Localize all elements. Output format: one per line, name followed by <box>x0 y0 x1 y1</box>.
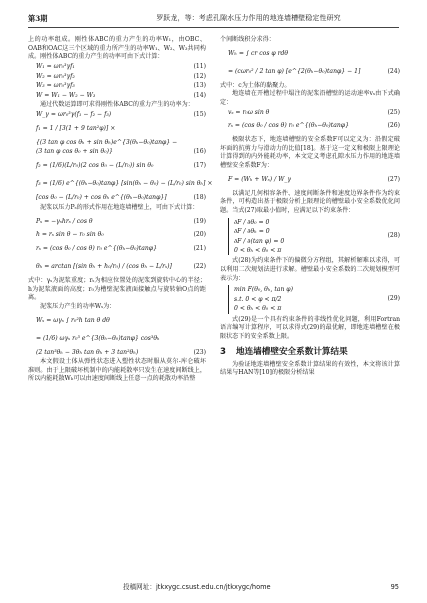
equation-number: (28) <box>387 232 400 240</box>
running-header <box>28 10 399 28</box>
equation-number: (29) <box>387 295 400 303</box>
paragraph: 以满足几何相容条件、速度间断条件和速度边界条件作为约束条件，可构造出基于极限分析上限理论的槽壁最小安全系数优化问题。当式(27)取最小值时，应满足以下约束条件： <box>220 189 400 215</box>
equation-21: rₛ = (cos θ₀ / cos θ) r₀ e^{(θₕ−θ₀)tanφ} (21) <box>36 245 206 253</box>
equation-23-line2: = (1/6) ωγₛ r₀³ e^{3(θₕ−θ₀)tanφ} cos³θₕ <box>36 334 160 342</box>
equation-18-line2: [cos θ₀ − (L/r₀) + cos θₕ e^{(θₕ−θ₀)tanφ}] (18) <box>36 194 206 202</box>
submission-url: 投稿网址：jtkxygc.csust.edu.cn/jtkxygc/home <box>123 583 271 591</box>
equation-17: f₂ = (1/6)(L/r₀)(2 cos θ₀ − (L/r₀)) sin θ₀ (17) <box>36 162 206 170</box>
paragraph: 泥浆压力产生的功率Wₛ为： <box>40 302 116 310</box>
issue-label: 第3期 <box>28 14 48 23</box>
paragraph: 地连墙在开槽过程中塌注的泥浆沿槽壁的运动速率vₛ由下式确定： <box>220 90 400 106</box>
constraint-line: ∂F / ∂θ₀ = 0 <box>234 218 270 226</box>
section-title: 地连墙槽壁安全系数计算结果 <box>235 346 348 357</box>
equation-26: rₛ = (cos θ₀ / cos θ) r₀ e^{(θₕ−θ₀)tanφ} (26) <box>228 122 400 130</box>
equation-16-line3: (3 tan φ cos θ₀ + sin θ₀)} (16) <box>36 148 206 156</box>
constraint-line: 0 < θₕ < θ₀ < π <box>234 247 282 254</box>
paragraph: 本文假设土体从弹性状态进入塑性状态时服从莫尔-库仑破坏准则。由于上限破坏机制中的内能耗散率只发生在速度间断线上，所以内能耗散Wₕ可以由速度间断线上任意一点的耗散功率沿整 <box>28 358 206 383</box>
equation-23-line1: Wₛ = ωγₛ ∫ r₀²h tan θ dθ <box>36 316 110 324</box>
equation-15: W_γ = ωr₀³γ(f₁ − f₂ − f₃) (15) <box>36 111 206 119</box>
page-footer <box>28 583 399 593</box>
equation-11: W₁ = ωr₀³γf₁ (11) <box>36 62 206 70</box>
equation-16-line2: {(3 tan φ cos θₕ + sin θₕ)e^{3(θₕ−θ₀)tanφ} − <box>36 138 178 146</box>
paragraph: 式(29)是一个具有约束条件的非线性优化问题，利用Fortran语言编写计算程序，可以求得式(29)的最优解，即地连墙槽壁在极限状态下的安全系数上限。 <box>220 315 400 340</box>
equation-12: W₂ = ωr₀³γf₂ (12) <box>36 72 206 80</box>
equation-28-system <box>220 218 400 256</box>
paragraph: 个间断线积分求得： <box>220 36 275 43</box>
right-column <box>220 36 400 378</box>
paragraph: 式中：γₛ为泥浆重度；rₛ为相应位置处的泥浆到旋转中心的半径；h为泥浆液面的高度；r₀为槽壁泥浆液面接触点与旋转轴O点的距离。 <box>28 276 206 302</box>
paragraph: 极限状态下，地连墙槽壁的安全系数F可以定义为：沿假定破坏面的抗剪力与滑动力的比值[18]。基于这一定义和极限上限理论计算得到的内外能耗功率，本文定义考虑孔隙水压力作用的地连墙槽壁安全系数F为： <box>220 136 400 170</box>
constraint-line: s.t. 0 < φ < π/2 <box>234 295 282 303</box>
constraint-line: ∂F / ∂(tan φ) = 0 <box>234 237 285 245</box>
equation-27: F = (Wₕ + Wₛ) / W_γ (27) <box>228 175 400 183</box>
equation-13: W₃ = ωr₀³γf₃ (13) <box>36 82 206 90</box>
equation-14: W = W₁ − W₂ − W₃ (14) <box>36 91 206 99</box>
equation-25: vₛ = r₀ω sin θ (25) <box>228 108 400 116</box>
equation-22: θₕ = arctan [(sin θₕ + h₀/r₀) / (cos θₕ − L/rₛ)] (22) <box>36 263 206 271</box>
paragraph: 通过代数运算即可求得刚性体ABC的重力产生的功率为： <box>40 101 194 109</box>
equation-18-line1: f₃ = (1/6) e^{(θₕ−θ₀)tanφ} [sin(θₕ − θ₀) − (L/r₀) sin θₕ] × <box>36 180 213 188</box>
equation-19: Pₛ = −γₛhrₛ / cos θ (19) <box>36 217 206 225</box>
running-title: 罗跃龙，等：考虑孔隙水压力作用的地连墙槽壁稳定性研究 <box>156 14 341 22</box>
section-number: 3 <box>220 346 226 357</box>
equation-23-line3: (2 tan³θₕ − 3θₕ tan θₕ + 3 tan²θₕ) (23) <box>36 348 206 356</box>
constraint-line: 0 < θₕ < θ₀ < π <box>234 305 282 313</box>
paragraph: 泥浆以压力Pₛ的形式作用在地连墙槽壁上，可由下式计算： <box>40 203 199 211</box>
equation-24-line2: = (cωr₀² / 2 tan φ) [e^{2(θₕ−θ₀)tanφ} − 1] (24) <box>228 67 400 75</box>
constraint-line: min F(θ₀, θₕ, tan φ) <box>234 286 293 294</box>
paragraph: 为验证地连墙槽壁安全系数计算结果的有效性，本文将该计算结果与HAN等[10]的极限分析结果 <box>220 360 400 377</box>
left-column <box>28 36 213 384</box>
constraint-line: ∂F / ∂θₕ = 0 <box>234 228 270 236</box>
paragraph: 式中：c为土体的黏聚力。 <box>220 81 291 89</box>
equation-16-line1: f₁ = 1 / [3(1 + 9 tan²φ)] × <box>36 124 116 132</box>
paragraph: 式(28)为约束条件下的偏微分方程组，其解析解难以求得，可以利用二次规划法进行求解。槽壁最小安全系数的二次规划模型可表示为： <box>220 257 400 282</box>
equation-20: h = rₛ sin θ − r₀ sin θ₀ (20) <box>36 231 206 239</box>
paragraph: 上的功率组成。刚性体ABC的重力产生的功率W₁，由OBC、OAB和OAC这三个区域的重力所产生的功率W₁、W₂、W₃共同构成。刚性体ABC的重力产生的功率可由下式计算： <box>28 36 206 61</box>
equation-24-line1: Wₕ = ∫ cr cos φ rdθ <box>228 49 289 57</box>
section-heading <box>220 346 400 358</box>
page-number: 95 <box>390 583 399 591</box>
equation-29-system <box>220 285 400 313</box>
